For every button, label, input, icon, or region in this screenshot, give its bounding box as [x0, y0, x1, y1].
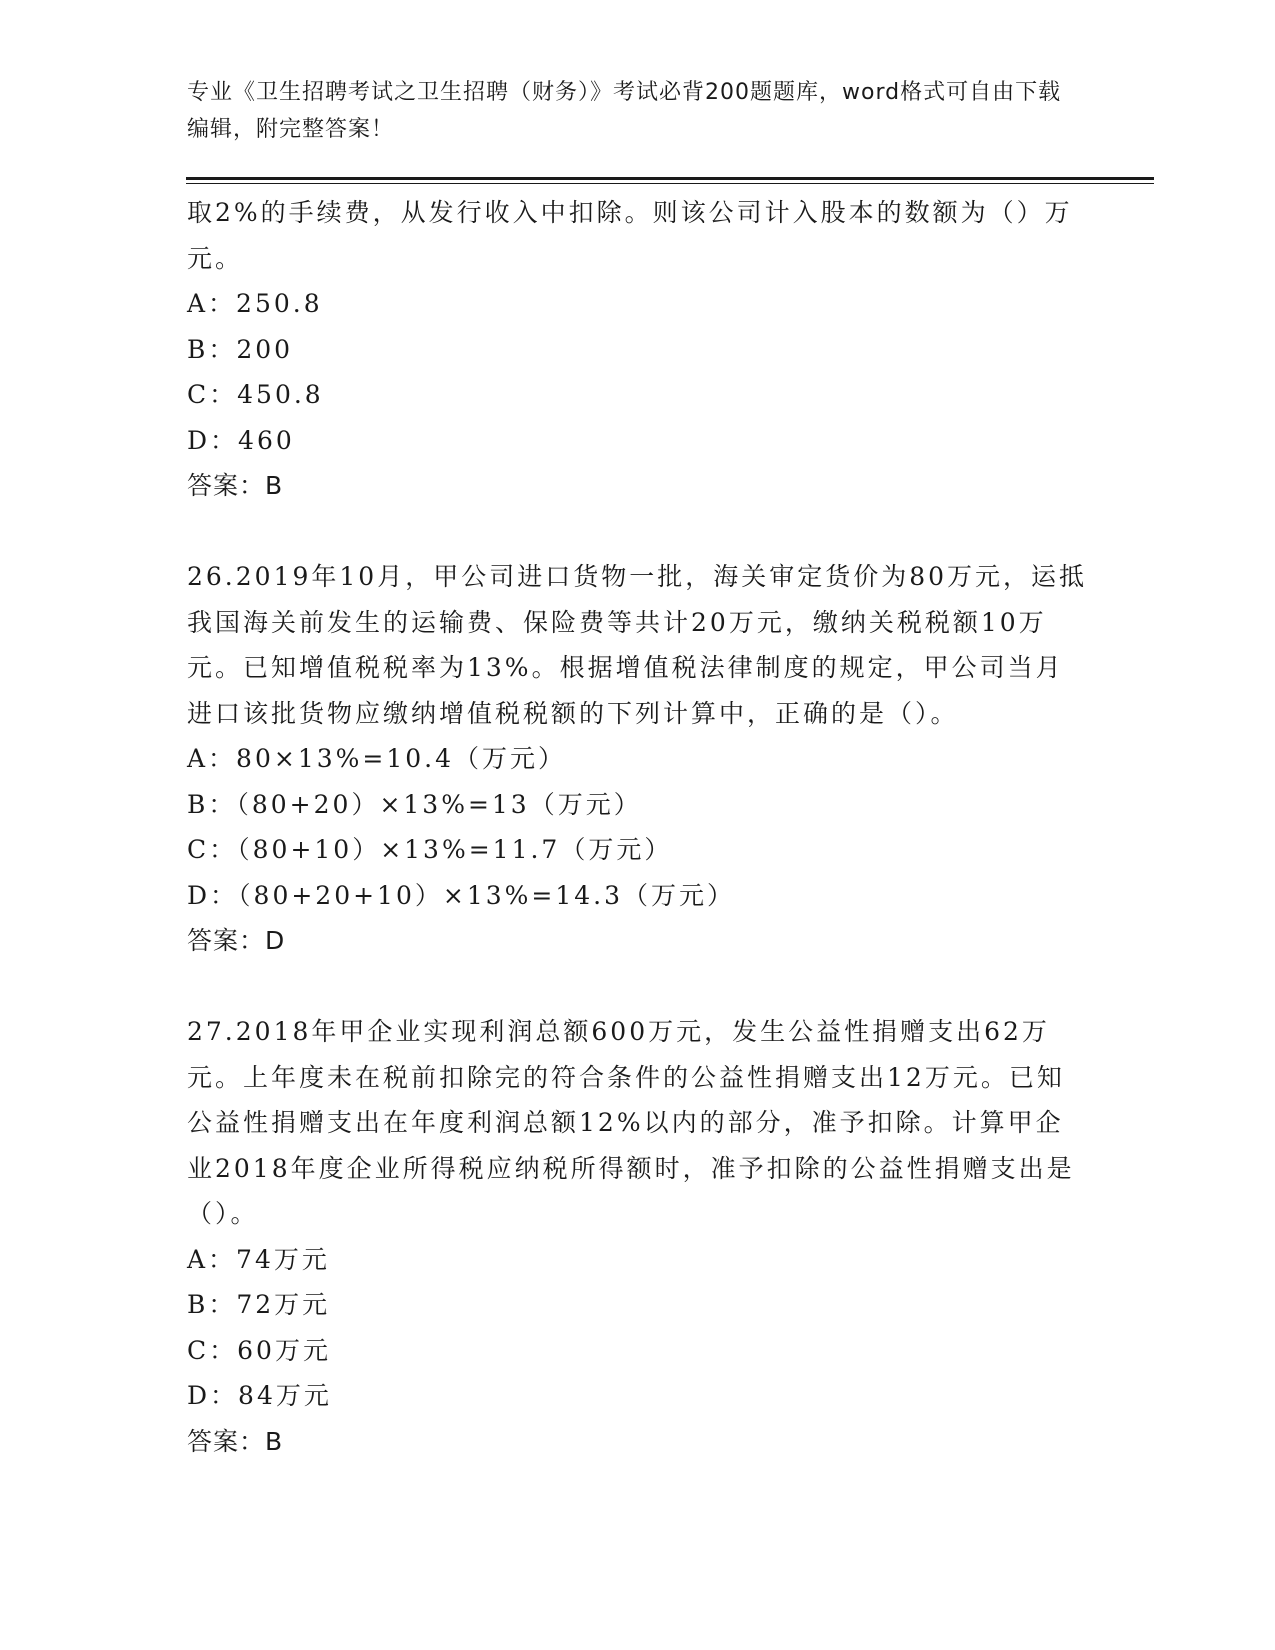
option-a: A：80×13%=10.4（万元） [187, 744, 566, 773]
header-divider-thin [186, 183, 1154, 184]
option-d: D：460 [187, 425, 295, 455]
question-block [187, 190, 1087, 509]
option-a: A：250.8 [187, 289, 323, 318]
question-text: 26.2019年10月，甲公司进口货物一批，海关审定货价为80万元，运抵我国海关前发生的运输费、保险费等共计20万元，缴纳关税税额10万元。已知增值税税率为13%。根据增值税法律制度的规定，甲公司当月进口该批货物应缴纳增值税税额的下列计算中，正确的是（）。 [187, 562, 1088, 728]
question-block [187, 1009, 1087, 1464]
option-c: C：60万元 [187, 1335, 331, 1365]
answer-line: 答案：B [187, 1426, 284, 1456]
option-d: D：（80+20+10）×13%=14.3（万元） [187, 880, 735, 910]
option-b: B：72万元 [187, 1290, 331, 1319]
answer-line: 答案：B [187, 471, 284, 500]
option-c: C：450.8 [187, 380, 324, 409]
option-d: D：84万元 [187, 1381, 332, 1410]
option-b: B：200 [187, 334, 294, 364]
question-text: 取2%的手续费，从发行收入中扣除。则该公司计入股本的数额为（）万元。 [187, 198, 1073, 273]
question-list [187, 190, 1087, 1464]
answer-line: 答案：D [187, 926, 286, 955]
question-text: 27.2018年甲企业实现利润总额600万元，发生公益性捐赠支出62万元。上年度未在税前扣除完的符合条件的公益性捐赠支出12万元。已知公益性捐赠支出在年度利润总额12%以内的部分，准予扣除。计算甲企业2018年度企业所得税应纳税所得额时，准予扣除的公益性捐赠支出是（）。 [187, 1017, 1075, 1228]
option-a: A：74万元 [187, 1244, 330, 1274]
header-divider-thick [186, 177, 1154, 180]
option-b: B：（80+20）×13%=13（万元） [187, 789, 642, 819]
document-header: 专业《卫生招聘考试之卫生招聘（财务）》考试必背200题题库，word格式可自由下载编辑，附完整答案！ [187, 80, 1062, 142]
option-c: C：（80+10）×13%=11.7（万元） [187, 835, 673, 864]
question-block [187, 554, 1087, 964]
